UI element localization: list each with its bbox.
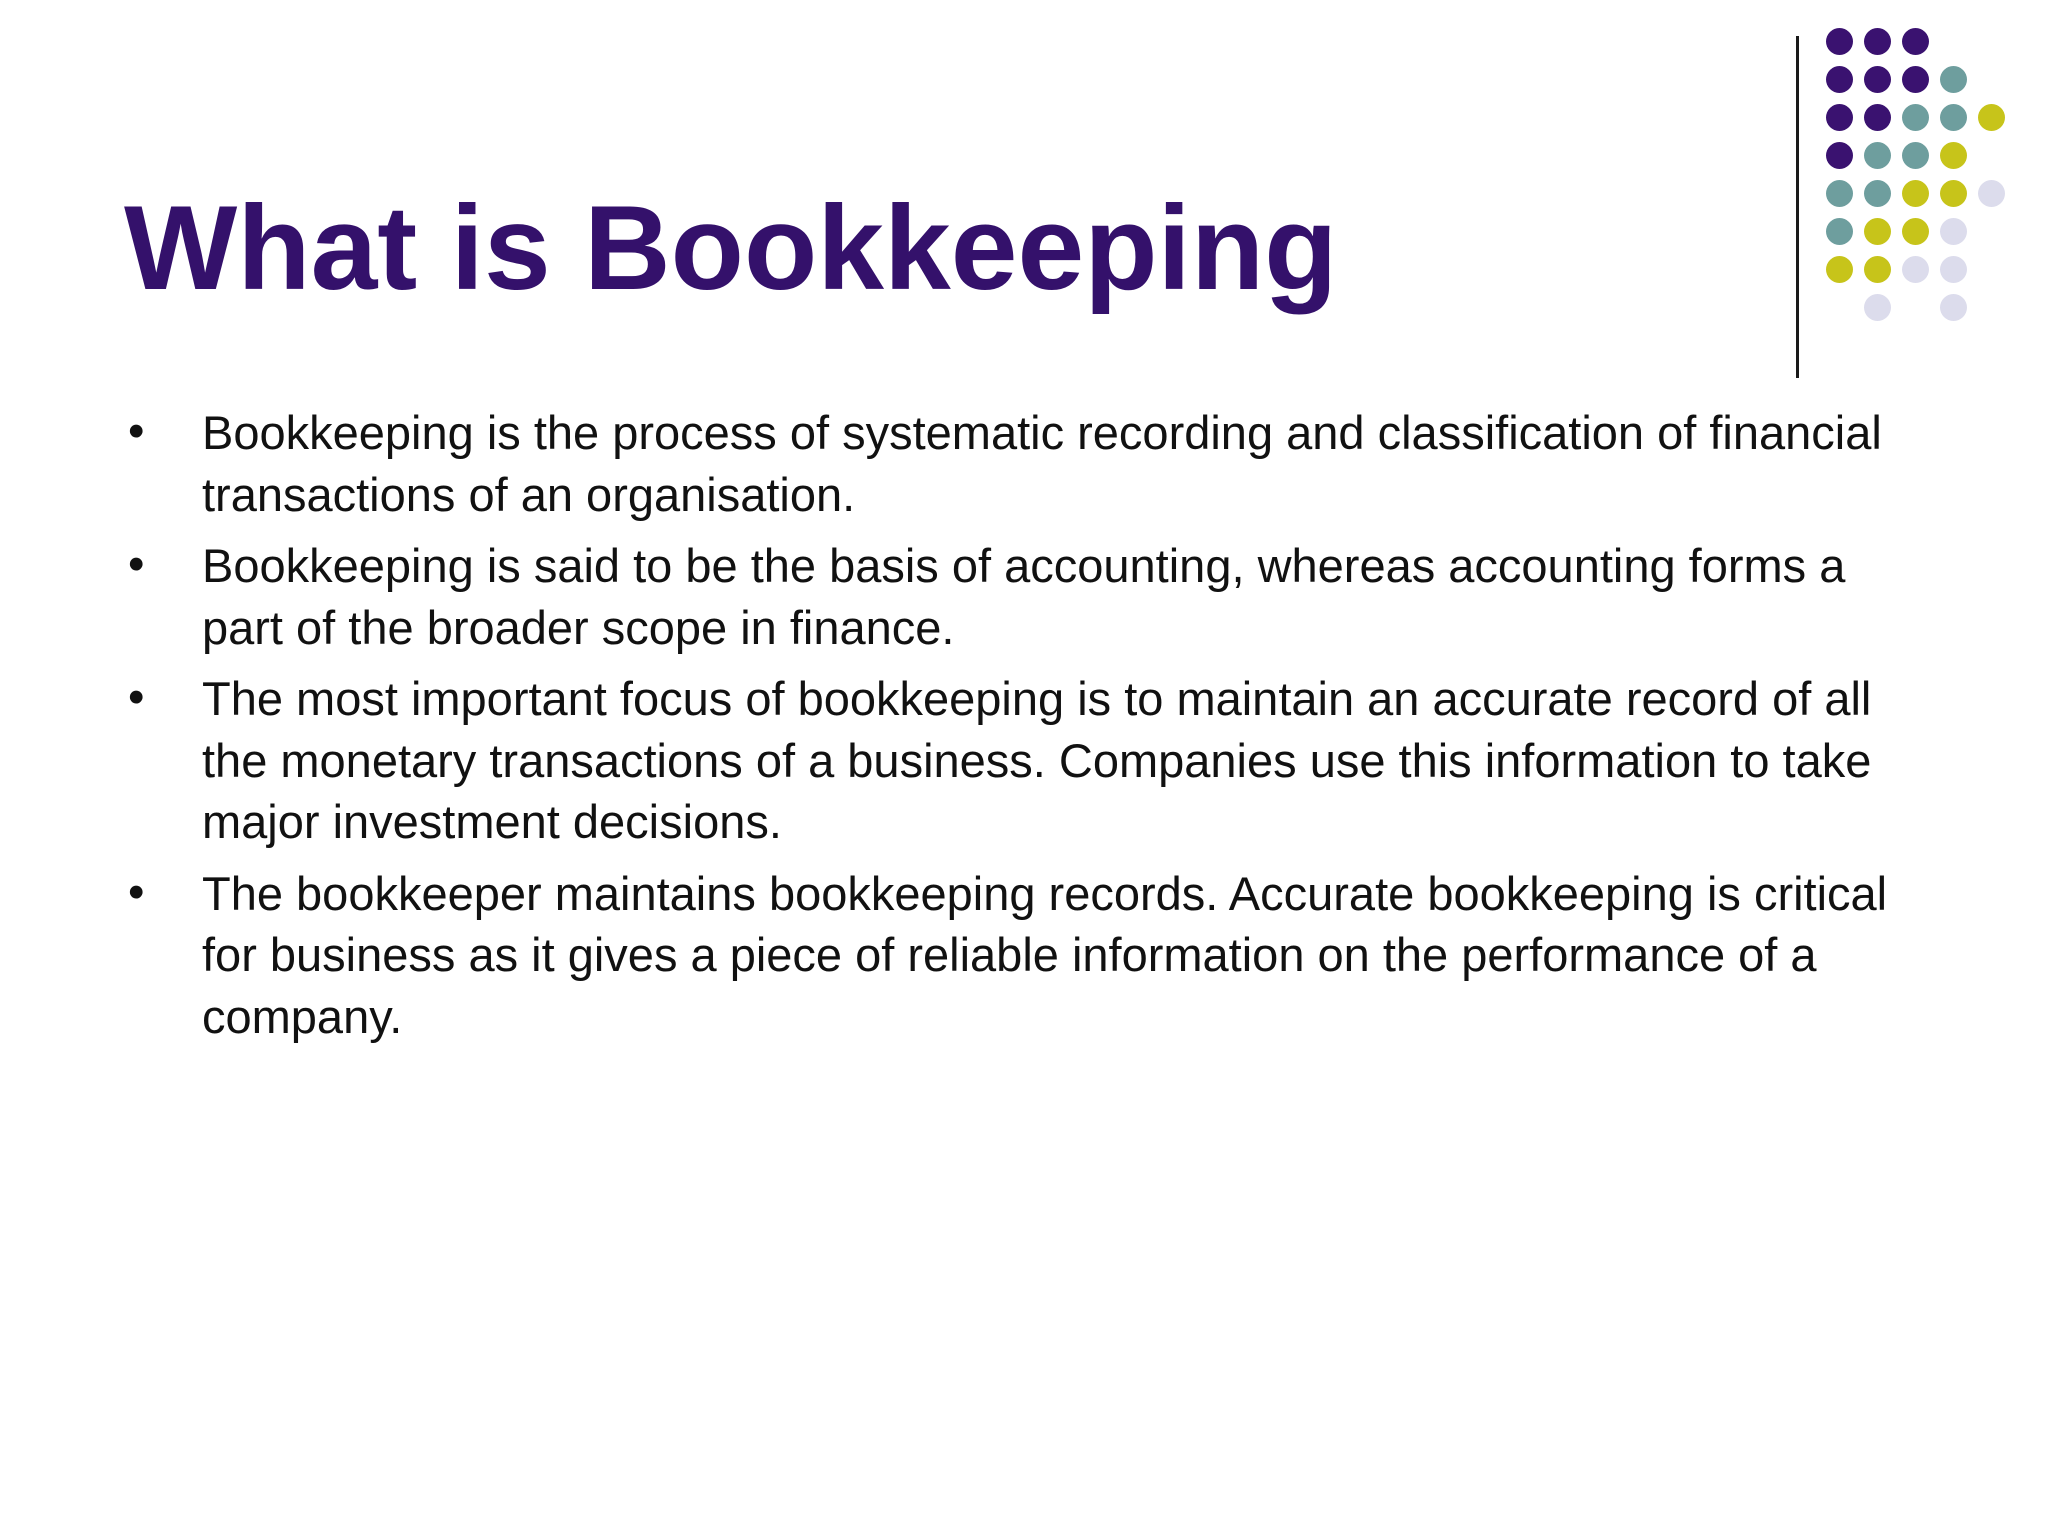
bullet-text: Bookkeeping is said to be the basis of accounting, whereas accounting forms a part of the broader scope in finance. — [202, 539, 1846, 654]
bullet-item — [124, 535, 1924, 658]
bullet-marker: • — [128, 404, 145, 457]
vertical-divider — [1796, 36, 1799, 378]
dot-purple — [1826, 142, 1853, 169]
dot-purple — [1826, 104, 1853, 131]
dot-teal — [1864, 180, 1891, 207]
dot-yellow — [1978, 104, 2005, 131]
dot-lavender — [1940, 218, 1967, 245]
dot-lavender — [1864, 294, 1891, 321]
bullet-item — [124, 668, 1924, 853]
bullet-item — [124, 402, 1924, 525]
dot-purple — [1902, 66, 1929, 93]
dot-teal — [1864, 142, 1891, 169]
dot-teal — [1826, 180, 1853, 207]
bullet-text: Bookkeeping is the process of systematic recording and classification of financial transactions of an organisation. — [202, 406, 1882, 521]
bullet-text: The bookkeeper maintains bookkeeping records. Accurate bookkeeping is critical for business as it gives a piece of reliable information on the performance of a company. — [202, 866, 1888, 1043]
bullet-text: The most important focus of bookkeeping is to maintain an accurate record of all the monetary transactions of a business. Companies use this information to take major investment decisions. — [202, 672, 1872, 848]
dot-yellow — [1864, 218, 1891, 245]
dot-yellow — [1940, 180, 1967, 207]
bullet-item — [124, 863, 1924, 1048]
dot-teal — [1902, 142, 1929, 169]
bullet-marker: • — [128, 670, 145, 723]
dot-lavender — [1902, 256, 1929, 283]
dot-purple — [1826, 66, 1853, 93]
dot-teal — [1940, 66, 1967, 93]
decorative-dot-grid — [1826, 28, 2026, 348]
dot-lavender — [1940, 256, 1967, 283]
dot-purple — [1864, 66, 1891, 93]
slide-title: What is Bookkeeping — [124, 181, 1338, 315]
dot-teal — [1902, 104, 1929, 131]
bullet-marker: • — [128, 537, 145, 590]
dot-yellow — [1940, 142, 1967, 169]
dot-teal — [1826, 218, 1853, 245]
dot-yellow — [1902, 180, 1929, 207]
dot-lavender — [1940, 294, 1967, 321]
dot-teal — [1940, 104, 1967, 131]
dot-yellow — [1902, 218, 1929, 245]
dot-purple — [1864, 28, 1891, 55]
dot-yellow — [1864, 256, 1891, 283]
dot-purple — [1902, 28, 1929, 55]
dot-lavender — [1978, 180, 2005, 207]
dot-purple — [1864, 104, 1891, 131]
dot-yellow — [1826, 256, 1853, 283]
bullet-marker: • — [128, 864, 145, 918]
dot-purple — [1826, 28, 1853, 55]
bullet-list — [124, 402, 1924, 1057]
